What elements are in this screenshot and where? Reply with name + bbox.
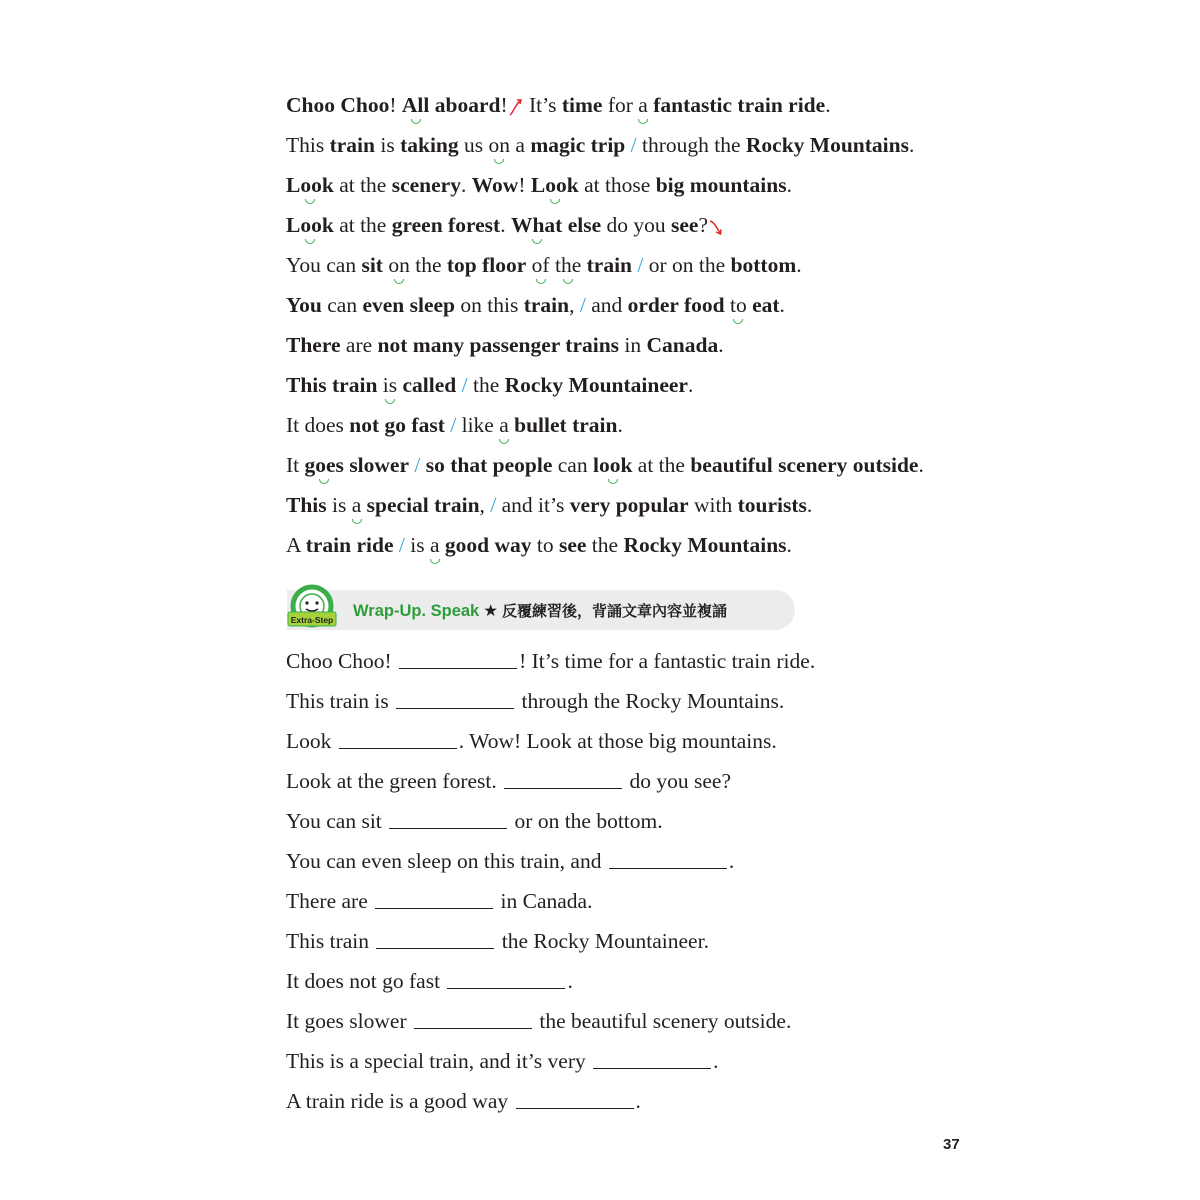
reading-line-9: It does not go fast / like a bullet train. bbox=[286, 413, 623, 437]
linked-word: the bbox=[554, 253, 582, 277]
linked-word: All bbox=[401, 93, 430, 117]
pause-slash: / bbox=[461, 373, 468, 397]
pause-slash: / bbox=[450, 413, 457, 437]
linked-word: is bbox=[382, 373, 398, 397]
reading-line-7: There are not many passenger trains in Canada. bbox=[286, 333, 724, 357]
answer-blank[interactable] bbox=[389, 808, 507, 829]
reading-line-3: Look at the scenery. Wow! Look at those big mountains. bbox=[286, 173, 792, 197]
reading-line-8: This train is called / the Rocky Mountaineer. bbox=[286, 373, 694, 397]
answer-blank[interactable] bbox=[593, 1048, 711, 1069]
linked-word: Look bbox=[286, 173, 334, 197]
wrap-up-banner bbox=[287, 590, 795, 630]
reading-line-1: Choo Choo! All aboard! It’s time for a fantastic train ride. bbox=[286, 93, 831, 117]
pause-slash: / bbox=[637, 253, 644, 277]
linked-word: a bbox=[638, 93, 648, 117]
answer-blank[interactable] bbox=[447, 968, 565, 989]
linked-word: Look bbox=[530, 173, 579, 197]
linked-word: on bbox=[388, 253, 410, 277]
linked-word: goes bbox=[304, 453, 344, 477]
banner-title: Wrap-Up. Speak ★ 反覆練習後，背誦文章內容並複誦 bbox=[353, 602, 728, 620]
pause-slash: / bbox=[490, 493, 497, 517]
pause-slash: / bbox=[398, 533, 405, 557]
linked-word: What bbox=[510, 213, 563, 237]
answer-blank[interactable] bbox=[375, 888, 493, 909]
answer-blank[interactable] bbox=[504, 768, 622, 789]
rising-intonation-icon bbox=[508, 97, 524, 117]
page-number: 37 bbox=[943, 1136, 960, 1153]
pause-slash: / bbox=[579, 293, 586, 317]
linked-word: to bbox=[729, 293, 747, 317]
reading-line-11: This is a special train, / and it’s very popular with tourists. bbox=[286, 493, 813, 517]
answer-blank[interactable] bbox=[399, 648, 517, 669]
answer-blank[interactable] bbox=[396, 688, 514, 709]
linked-word: a bbox=[499, 413, 509, 437]
reading-line-2: This train is taking us on a magic trip / through the Rocky Mountains. bbox=[286, 133, 915, 157]
practice-line-5: You can sit or on the bottom. bbox=[286, 809, 663, 833]
answer-blank[interactable] bbox=[376, 928, 494, 949]
answer-blank[interactable] bbox=[414, 1008, 532, 1029]
extra-step-badge-icon bbox=[285, 584, 343, 636]
linked-word: a bbox=[429, 533, 440, 557]
reading-line-4: Look at the green forest. What else do you see? bbox=[286, 211, 724, 239]
answer-blank[interactable] bbox=[339, 728, 457, 749]
star-icon: ★ bbox=[483, 602, 499, 620]
linked-word: of bbox=[531, 253, 550, 277]
word: aboard bbox=[434, 93, 501, 117]
falling-intonation-icon bbox=[708, 217, 724, 237]
linked-word: on bbox=[488, 133, 511, 157]
practice-line-7: There are in Canada. bbox=[286, 889, 593, 913]
practice-line-8: This train the Rocky Mountaineer. bbox=[286, 929, 709, 953]
reading-line-12: A train ride / is a good way to see the Rocky Mountains. bbox=[286, 533, 792, 557]
practice-line-2: This train is through the Rocky Mountains. bbox=[286, 689, 785, 713]
practice-line-3: Look . Wow! Look at those big mountains. bbox=[286, 729, 777, 753]
linked-word: a bbox=[351, 493, 362, 517]
answer-blank[interactable] bbox=[609, 848, 727, 869]
practice-line-6: You can even sleep on this train, and . bbox=[286, 849, 735, 873]
practice-line-10: It goes slower the beautiful scenery outside. bbox=[286, 1009, 792, 1033]
svg-text:Extra-Step: Extra-Step bbox=[290, 615, 334, 625]
linked-word: Look bbox=[286, 213, 334, 237]
reading-line-10: It goes slower / so that people can look at the beautiful scenery outside. bbox=[286, 453, 924, 477]
practice-line-9: It does not go fast . bbox=[286, 969, 573, 993]
practice-line-1: Choo Choo! ! It’s time for a fantastic train ride. bbox=[286, 649, 816, 673]
reading-line-6: You can even sleep on this train, / and order food to eat. bbox=[286, 293, 785, 317]
banner-instruction: 反覆練習後，背誦文章內容並複誦 bbox=[502, 602, 728, 620]
practice-line-11: This is a special train, and it’s very . bbox=[286, 1049, 719, 1073]
practice-line-4: Look at the green forest. do you see? bbox=[286, 769, 731, 793]
linked-word: look bbox=[592, 453, 633, 477]
practice-line-12: A train ride is a good way . bbox=[286, 1089, 641, 1113]
word: Choo Choo bbox=[286, 93, 390, 117]
pause-slash: / bbox=[630, 133, 637, 157]
pause-slash: / bbox=[414, 453, 421, 477]
answer-blank[interactable] bbox=[516, 1088, 634, 1109]
reading-line-5: You can sit on the top floor of the train / or on the bottom. bbox=[286, 253, 802, 277]
